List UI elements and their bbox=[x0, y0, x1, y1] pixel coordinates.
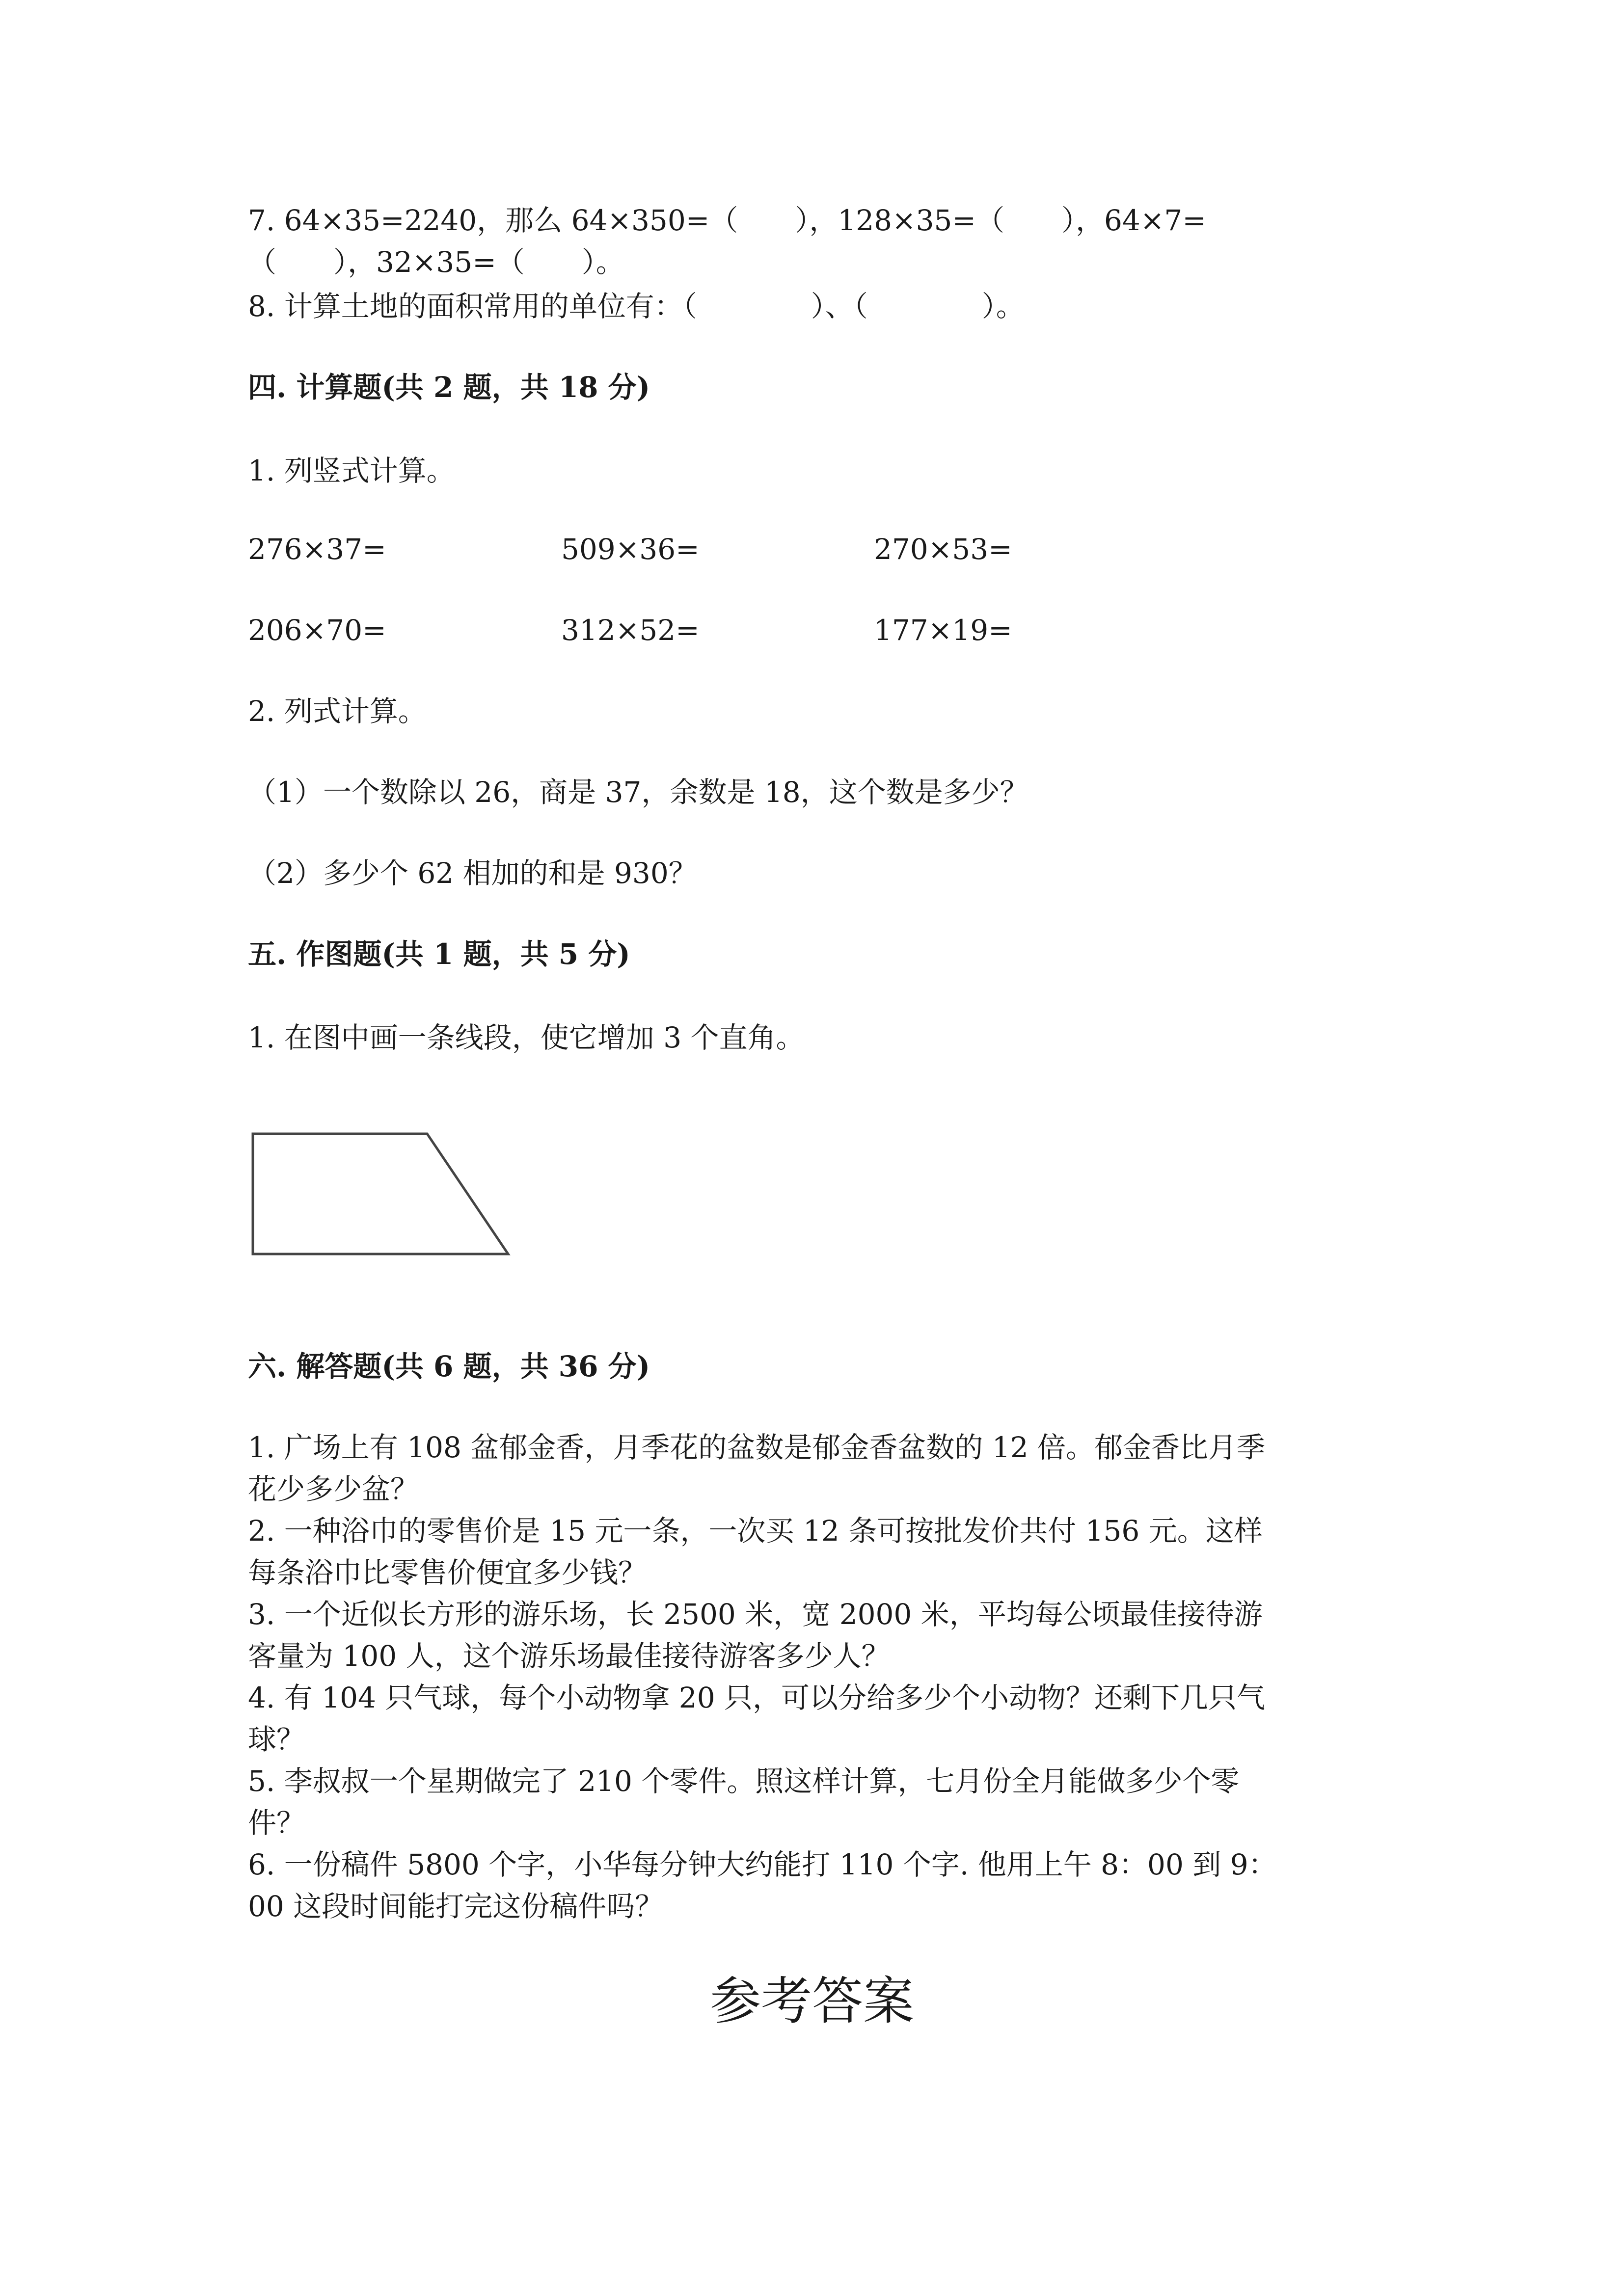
calc-item: 177×19= bbox=[874, 614, 1012, 647]
section-6-line: 每条浴巾比零售价便宜多少钱？ bbox=[248, 1556, 647, 1589]
section-5-question-1: 1. 在图中画一条线段，使它增加 3 个直角。 bbox=[248, 1021, 805, 1054]
calc-item: 270×53= bbox=[874, 533, 1012, 566]
section-6-line: 件？ bbox=[248, 1806, 305, 1840]
section-6-line: 花少多少盆？ bbox=[248, 1472, 419, 1506]
calc-item: 206×70= bbox=[248, 614, 386, 647]
section-6-line: 6. 一份稿件 5800 个字，小华每分钟大约能打 110 个字. 他用上午 8：00 到 9： bbox=[248, 1848, 1277, 1881]
section-5-heading: 五. 作图题(共 1 题，共 5 分) bbox=[248, 937, 630, 971]
trapezoid-figure bbox=[248, 1129, 523, 1266]
section-6-line: 球？ bbox=[248, 1723, 305, 1756]
section-4-question-1: 1. 列竖式计算。 bbox=[248, 454, 455, 487]
section-6-line: 3. 一个近似长方形的游乐场，长 2500 米，宽 2000 米，平均每公顷最佳接待游 bbox=[248, 1598, 1263, 1631]
trapezoid-shape bbox=[253, 1134, 508, 1254]
calc-item: 312×52= bbox=[561, 614, 700, 647]
question-8: 8. 计算土地的面积常用的单位有：（ ）、（ ）。 bbox=[248, 290, 1025, 323]
section-6-line: 5. 李叔叔一个星期做完了 210 个零件。照这样计算，七月份全月能做多少个零 bbox=[248, 1764, 1240, 1798]
section-4-question-2-part-2: （2）多少个 62 相加的和是 930？ bbox=[248, 856, 697, 890]
answer-title: 参考答案 bbox=[709, 1971, 914, 2031]
calc-item: 276×37= bbox=[248, 533, 386, 566]
section-6-line: 2. 一种浴巾的零售价是 15 元一条，一次买 12 条可按批发价共付 156 元。这样 bbox=[248, 1514, 1263, 1548]
question-7-line-2: （ ），32×35=（ ）。 bbox=[248, 245, 624, 279]
section-4-question-2-part-1: （1）一个数除以 26，商是 37，余数是 18，这个数是多少？ bbox=[248, 775, 1029, 809]
question-7-line-1: 7. 64×35=2240，那么 64×350=（ ），128×35=（ ），64×7= bbox=[248, 204, 1206, 237]
section-6-heading: 六. 解答题(共 6 题，共 36 分) bbox=[248, 1350, 650, 1383]
calc-item: 509×36= bbox=[561, 533, 700, 566]
section-6-line: 4. 有 104 只气球，每个小动物拿 20 只，可以分给多少个小动物？还剩下几只气 bbox=[248, 1681, 1266, 1714]
section-6-line: 1. 广场上有 108 盆郁金香，月季花的盆数是郁金香盆数的 12 倍。郁金香比月季 bbox=[248, 1431, 1266, 1464]
section-4-question-2: 2. 列式计算。 bbox=[248, 694, 427, 728]
section-6-line: 00 这段时间能打完这份稿件吗？ bbox=[248, 1890, 664, 1923]
section-6-line: 客量为 100 人，这个游乐场最佳接待游客多少人？ bbox=[248, 1639, 890, 1673]
section-4-heading: 四. 计算题(共 2 题，共 18 分) bbox=[248, 371, 650, 404]
